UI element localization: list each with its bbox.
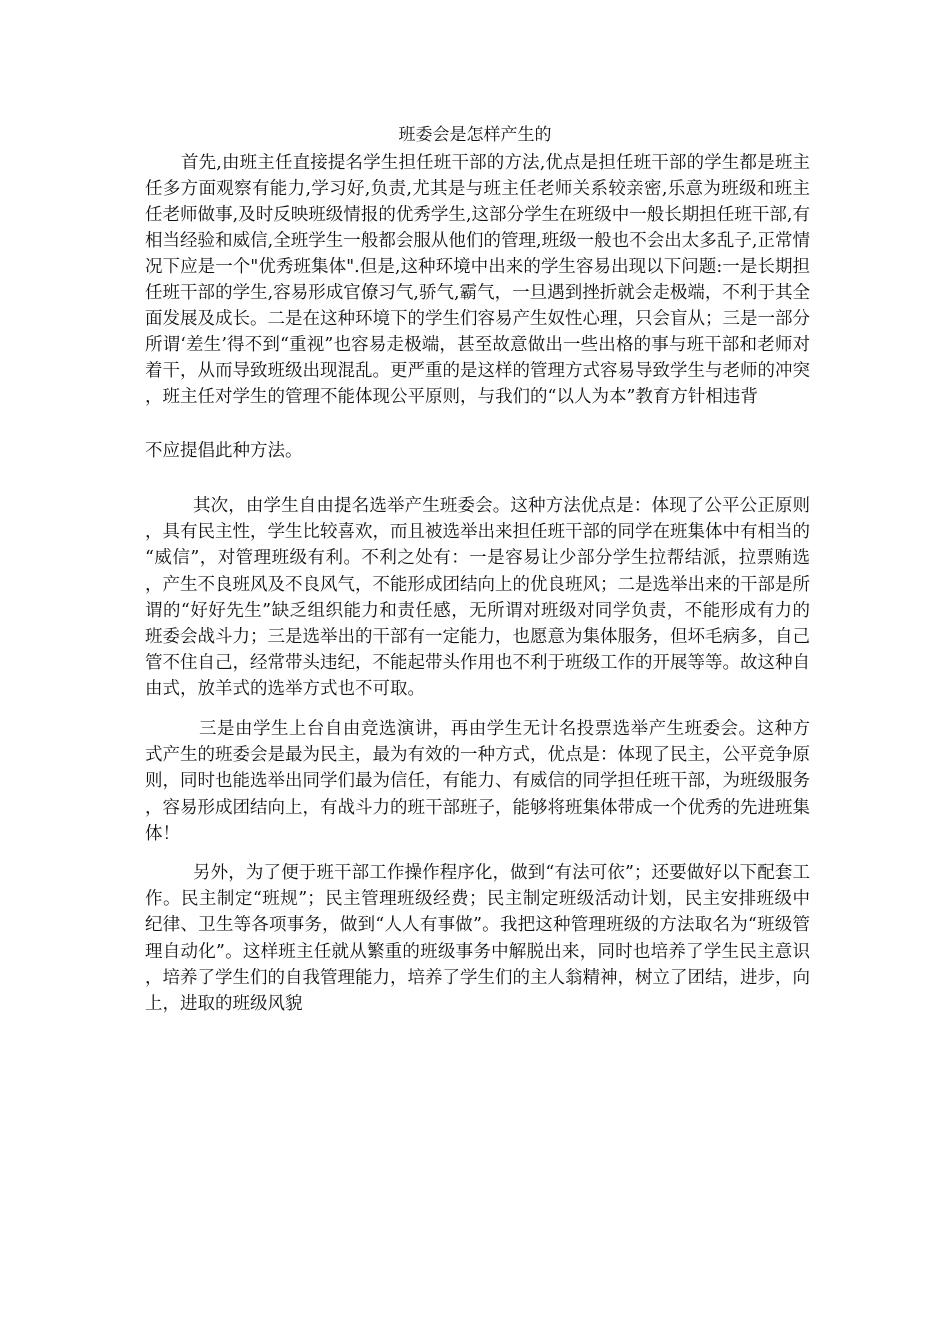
paragraph-first-method-conclusion: 不应提倡此种方法。: [145, 441, 303, 461]
paragraph-second-method: 其次，由学生自由提名选举产生班委会。这种方法优点是：体现了公平公正原则，具有民主性，学生比较喜欢，而且被选举出来担任班干部的同学在班集体中有相当的“威信”，对管理班级有利。不利之处有：一是容易让少部分学生拉帮结派，拉票贿选，产生不良班风及不良风气，不能形成团结向上的优良班风；二是选举出来的干部是所谓的“好好先生”缺乏组织能力和责任感，无所谓对班级对同学负责，不能形成有力的班委会战斗力；三是选举出的干部有一定能力，也愿意为集体服务，但坏毛病多，自己管不住自己，经常带头违纪，不能起带头作用也不利于班级工作的开展等等。故这种自由式，放羊式的选举方式也不可取。: [145, 496, 810, 700]
document-title: 班委会是怎样产生的: [398, 125, 552, 145]
paragraph-additional-measures: 另外，为了便于班干部工作操作程序化，做到“有法可依”；还要做好以下配套工作。民主制定“班规”；民主管理班级经费；民主制定班级活动计划，民主安排班级中纪律、卫生等各项事务，做到“人人有事做”。我把这种管理班级的方法取名为“班级管理自动化”。这样班主任就从繁重的班级事务中解脱出来，同时也培养了学生民主意识，培养了学生们的自我管理能力，培养了学生们的主人翁精神，树立了团结，进步，向上，进取的班级风貌: [145, 863, 810, 1015]
paragraph-first-method: 首先,由班主任直接提名学生担任班干部的方法,优点是担任班干部的学生都是班主任多方面观察有能力,学习好,负责,尤其是与班主任老师关系较亲密,乐意为班级和班主任老师做事,及时反映班级情报的优秀学生,这部分学生在班级中一般长期担任班干部,有相当经验和威信,全班学生一般都会服从他们的管理,班级一般也不会出太多乱子,正常情况下应是一个"优秀班集体".但是,这种环境中出来的学生容易出现以下问题:一是长期担任班干部的学生,容易形成官僚习气,骄气,霸气，一旦遇到挫折就会走极端，不利于其全面发展及成长。二是在这种环境下的学生们容易产生奴性心理，只会盲从；三是一部分所谓‘差生’得不到“重视”也容易走极端，甚至故意做出一些出格的事与班干部和老师对着干，从而导致班级出现混乱。更严重的是这样的管理方式容易导致学生与老师的冲突，班主任对学生的管理不能体现公平原则，与我们的“以人为本”教育方针相违背: [145, 153, 810, 407]
paragraph-third-method: 三是由学生上台自由竞选演讲，再由学生无计名投票选举产生班委会。这种方式产生的班委会是最为民主，最为有效的一种方式，优点是：体现了民主，公平竞争原则，同时也能选举出同学们最为信任，有能力、有威信的同学担任班干部，为班级服务，容易形成团结向上，有战斗力的班干部班子，能够将班集体带成一个优秀的先进班集体！: [145, 719, 810, 844]
